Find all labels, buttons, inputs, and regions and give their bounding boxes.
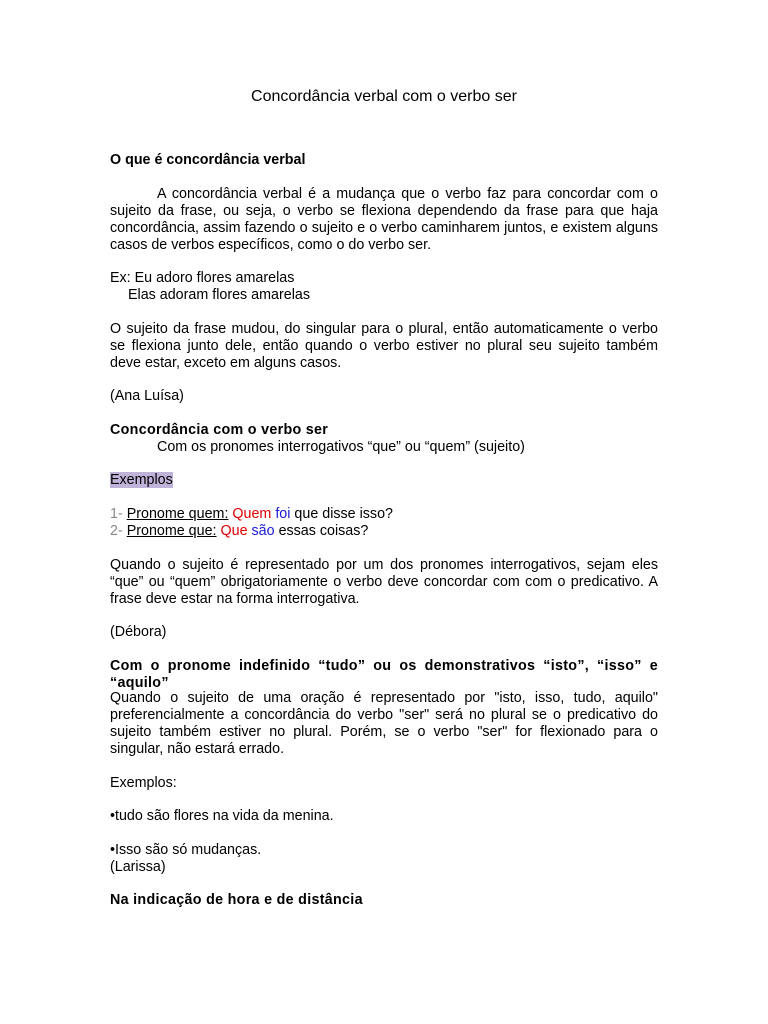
example-rest-2: essas coisas? <box>278 523 369 539</box>
section-heading-what-is: O que é concordância verbal <box>110 152 306 168</box>
explanation-paragraph: O sujeito da frase mudou, do singular para o plural, então automaticamente o verbo se flexiona junto dele, então quando o verbo estiver no plural seu sujeito também deve estar, exceto em alguns casos. <box>110 321 658 371</box>
example-rest-1: que disse isso? <box>294 506 393 522</box>
author-debora: (Débora) <box>110 624 167 640</box>
examples-label-2: Exemplos: <box>110 775 177 791</box>
example-que <box>110 523 658 540</box>
example-number-2: 2- <box>110 523 123 539</box>
example-quem <box>110 506 658 523</box>
author-larissa: (Larissa) <box>110 859 166 875</box>
example-label-que: Pronome que: <box>126 523 217 539</box>
example-verb-foi: foi <box>275 506 291 522</box>
author-ana-luisa: (Ana Luísa) <box>110 388 184 404</box>
section-heading-tudo-isto: Com o pronome indefinido “tudo” ou os demonstrativos “isto”, “isso” e “aquilo” <box>110 658 658 691</box>
example-label-quem: Pronome quem: <box>126 506 229 522</box>
example-isso: •Isso são só mudanças. <box>110 842 262 858</box>
example-line-singular: Ex: Eu adoro flores amarelas <box>110 270 295 286</box>
example-subject-quem: Quem <box>232 506 272 522</box>
examples-label-highlighted: Exemplos <box>110 472 173 488</box>
example-number-1: 1- <box>110 506 123 522</box>
example-tudo: •tudo são flores na vida da menina. <box>110 808 334 824</box>
section-subheading-interrogativos: Com os pronomes interrogativos “que” ou “quem” (sujeito) <box>157 439 525 455</box>
section-heading-verbo-ser: Concordância com o verbo ser <box>110 422 329 438</box>
interrogative-paragraph: Quando o sujeito é representado por um dos pronomes interrogativos, sejam eles “que” ou “quem” obrigatoriamente o verbo deve concordar com com o predicativo. A frase deve estar na forma interrogativa. <box>110 557 658 607</box>
example-line-plural: Elas adoram flores amarelas <box>128 287 310 303</box>
example-subject-que: Que <box>220 523 248 539</box>
document-title: Concordância verbal com o verbo ser <box>251 88 517 105</box>
example-verb-sao: são <box>251 523 275 539</box>
section-heading-hora-distancia: Na indicação de hora e de distância <box>110 892 363 908</box>
examples-label-block <box>110 472 658 489</box>
intro-paragraph: A concordância verbal é a mudança que o verbo faz para concordar com o sujeito da frase, ou seja, o verbo se flexiona dependendo da frase para que haja concordância, assim fazendo o sujeito e o verbo caminharem juntos, e existem alguns casos de verbos específicos, como o do verbo ser. <box>110 186 658 253</box>
demonstrative-paragraph: Quando o sujeito de uma oração é representado por "isto, isso, tudo, aquilo" preferencialmente a concordância do verbo "ser" será no plural se o predicativo do sujeito também estiver no plural. Porém, se o verbo "ser" for flexionado para o singular, não estará errado. <box>110 690 658 757</box>
example-block <box>110 270 658 304</box>
